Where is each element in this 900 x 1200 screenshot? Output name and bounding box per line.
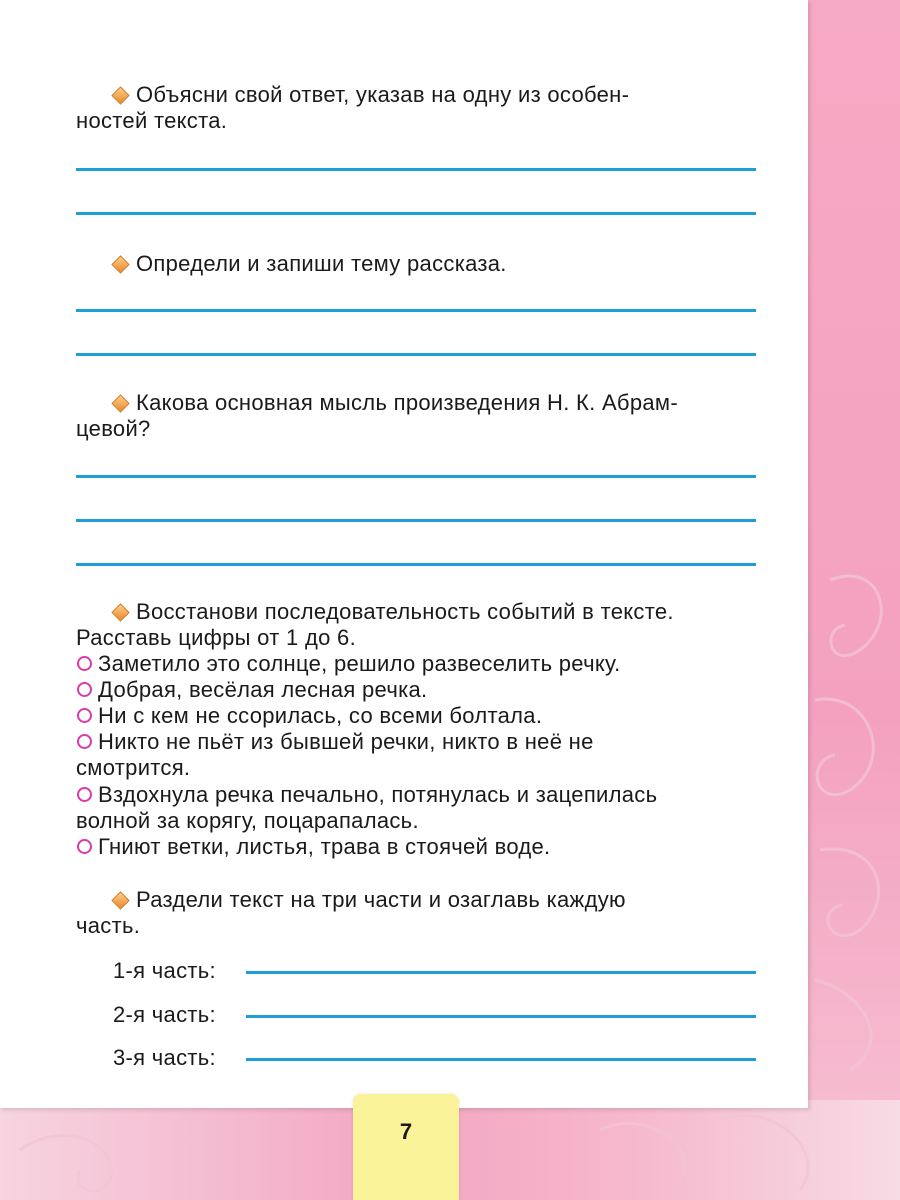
list-item xyxy=(76,834,756,860)
answer-line[interactable] xyxy=(76,309,756,312)
task-text: часть. xyxy=(76,913,141,938)
item-text: смотрится. xyxy=(76,755,191,780)
item-text: Ни с кем не ссорилась, со всеми болтала. xyxy=(98,703,543,728)
item-text: Никто не пьёт из бывшей речки, никто в неё не xyxy=(98,729,594,754)
part-label: 3-я часть: xyxy=(113,1045,216,1070)
item-text: Вздохнула речка печально, потянулась и зацепилась xyxy=(98,782,658,807)
number-circle-input[interactable] xyxy=(77,708,92,723)
diamond-bullet-icon xyxy=(111,394,129,412)
item-text: Заметило это солнце, решило развеселить речку. xyxy=(98,651,621,676)
list-item xyxy=(76,703,756,729)
answer-line[interactable] xyxy=(76,353,756,356)
part-answer-line[interactable] xyxy=(246,1058,756,1061)
diamond-bullet-icon xyxy=(111,255,129,273)
page-number-tab xyxy=(353,1094,459,1200)
task-text: Объясни свой ответ, указав на одну из особен- xyxy=(136,82,630,107)
task-divide xyxy=(76,887,756,939)
answer-line[interactable] xyxy=(76,475,756,478)
task-text: Какова основная мысль произведения Н. К. Абрам- xyxy=(136,390,678,415)
part-label: 1-я часть: xyxy=(113,958,216,983)
item-text: Добрая, весёлая лесная речка. xyxy=(98,677,428,702)
number-circle-input[interactable] xyxy=(77,734,92,749)
list-item xyxy=(76,729,756,781)
number-circle-input[interactable] xyxy=(77,656,92,671)
number-circle-input[interactable] xyxy=(77,839,92,854)
task-text: цевой? xyxy=(76,416,151,441)
answer-line[interactable] xyxy=(76,563,756,566)
item-text: Гниют ветки, листья, трава в стоячей воде. xyxy=(98,834,551,859)
diamond-bullet-icon xyxy=(111,86,129,104)
part-answer-line[interactable] xyxy=(246,971,756,974)
answer-line[interactable] xyxy=(76,168,756,171)
number-circle-input[interactable] xyxy=(77,682,92,697)
task-text: Определи и запиши тему рассказа. xyxy=(136,251,507,276)
list-item xyxy=(76,677,756,703)
task-theme xyxy=(76,251,756,277)
task-main-idea xyxy=(76,390,756,442)
item-text: волной за корягу, поцарапалась. xyxy=(76,808,419,833)
answer-line[interactable] xyxy=(76,212,756,215)
answer-line[interactable] xyxy=(76,519,756,522)
task-text: Раздели текст на три части и озаглавь каждую xyxy=(136,887,626,912)
page-number: 7 xyxy=(399,1119,413,1144)
diamond-bullet-icon xyxy=(111,891,129,909)
task-text: ностей текста. xyxy=(76,108,228,133)
task-sequence xyxy=(76,599,756,651)
part-label: 2-я часть: xyxy=(113,1002,216,1027)
list-item xyxy=(76,651,756,677)
part-answer-line[interactable] xyxy=(246,1015,756,1018)
task-text: Восстанови последовательность событий в тексте. xyxy=(136,599,674,624)
task-text: Расставь цифры от 1 до 6. xyxy=(76,625,356,650)
number-circle-input[interactable] xyxy=(77,787,92,802)
diamond-bullet-icon xyxy=(111,603,129,621)
task-explain xyxy=(76,82,756,134)
list-item xyxy=(76,782,756,834)
